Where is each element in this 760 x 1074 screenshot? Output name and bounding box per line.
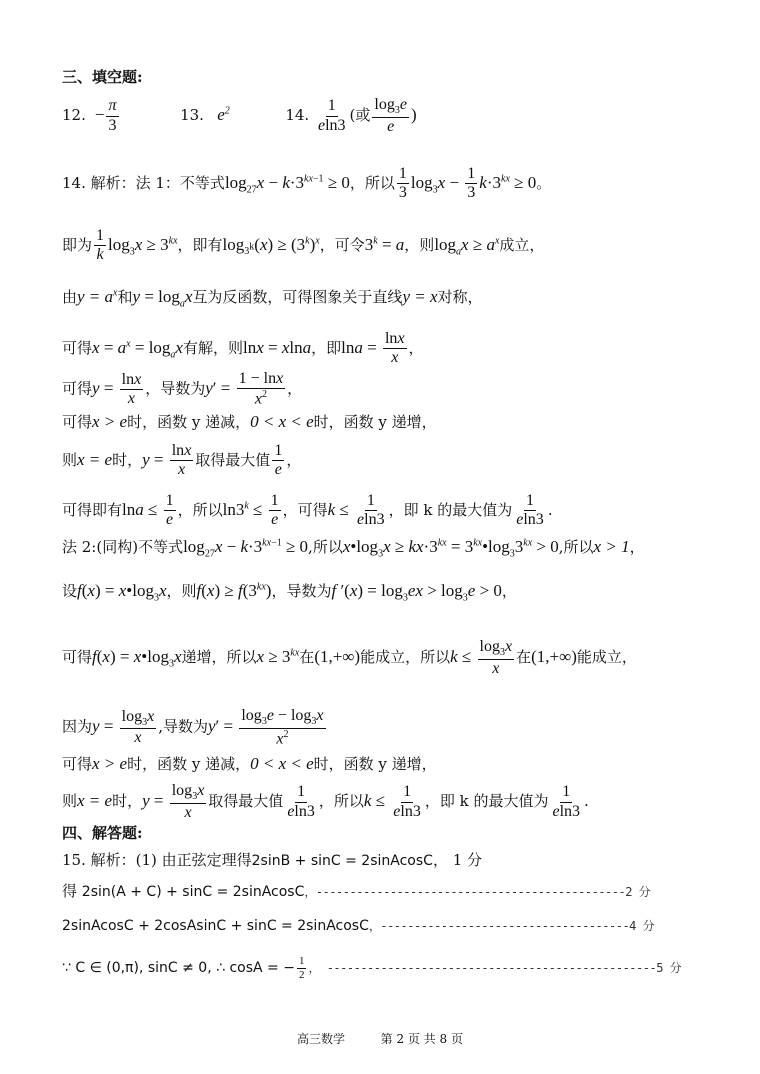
sol14-method2-line3: 可得$f(x) = x•\log_3x$递增，所以$x \ge 3^{kx}$在(1,+∞)能成立，所以k ≤ $\frac{\log_3x}{x}$ 在(1,+∞)能成立， [62, 638, 637, 677]
sol14-line4: 可得$x = a^x = \log_ax$有解，则lnx = xlna，即lna = $\frac{\ln x}{x}$ ， [62, 330, 424, 367]
sol14-method2-line1: 法 2:(同构)不等式$\log_{27}x - k\cdot 3^{kx-1} \ge 0$,所以$x•\log_3x \ge kx\cdot 3^{kx}$ = $3^{kx}•\log_33^{kx} > 0$,所以x > 1， [62, 537, 645, 560]
sol14-line8: 可得即有lna ≤ $\frac{1}{e}$ ，所以$\ln 3^k$ ≤ $\frac{1}{e}$ ，可得k ≤ $\frac{1}{eln3}$ ，即 k 的最大值为 $\frac{1}{eln3}$ . [62, 492, 553, 529]
q15-line3: 2sinAcosC + 2cosAsinC + sinC = 2sinAcosC，-------------------------------------4 分 [62, 918, 655, 934]
q13-answer: $e^2$ [217, 105, 230, 125]
section3-heading: 三、填空题: [62, 68, 143, 86]
sol14-method2-line6: 则x = e时，y = $\frac{\log_3x}{x}$ 取得最大值 $\frac{1}{eln3}$ ，所以k ≤ $\frac{1}{eln3}$ ，即 k 的最大值为 $\frac{1}{eln3}$ . [62, 782, 589, 821]
q15-line1: 15. 解析：(1) 由正弦定理得2sinB + sinC = 2sinAcosC， 1 分 [62, 851, 483, 869]
q15-line2: 得 2sin(A + C) + sinC = 2sinAcosC，----------------------------------------------2 分 [62, 882, 651, 900]
q15-line4: ∵ C ∈ (0,π), sinC ≠ 0, ∴ cosA = − $\frac{1}{2}$ ， -------------------------------------------------5 分 [62, 955, 682, 981]
footer-page: 第 2 页 共 8 页 [380, 1032, 463, 1046]
sol14-line2: 即为 $\frac{1}{k}$ $\log_3x \ge 3^{kx}$，即有$\log_{3^k}(x) \ge (3^k)^x$，可令$3^k = a$，则$\log_ax \ge a^x$成立， [62, 227, 545, 264]
section4-heading: 四、解答题: [62, 824, 143, 842]
answers-row: 12. − $\frac{\pi}{3}$ 13. $e^2$ 14. $\frac{1}{eln3}$ (或 $\frac{\log_3e}{e}$ ) [62, 96, 417, 135]
q14-number: 14. [285, 106, 310, 125]
sol14-line3: 由$y = a^x$和$y = \log_ax$互为反函数，可得图象关于直线y = x对称， [62, 287, 483, 310]
sol14-line7: 则x = e时，y = $\frac{\ln x}{x}$ 取得最大值 $\frac{1}{e}$ ， [62, 442, 302, 479]
sol14-method2-line5: 可得x > e时，函数 y 递减，0 < x < e时，函数 y 递增， [62, 754, 437, 773]
sol14-line1: 14. 解析：法 1：不等式$\log_{27}x - k\cdot 3^{kx-1} \ge 0$，所以 $\frac{1}{3}$ $\log_3x$ − $\frac{1}{3}$ $k\cdot 3^{kx} \ge 0$。 [62, 165, 552, 202]
q14-answer: $\frac{1}{eln3}$ [317, 97, 346, 134]
sol14-method2-line2: 设$f(x) = x•\log_3x$，则$f(x) \ge f(3^{kx})$，导数为f $'(x) = \log_3ex > \log_3e > 0$， [62, 581, 517, 604]
page-footer [0, 1030, 760, 1047]
sol14-method2-line4: 因为y = $\frac{\log_3x}{x}$ ,导数为y′ = $\frac{\log_3e - \log_3x}{x^2}$ [62, 707, 324, 748]
q12-number: 12. [62, 106, 86, 125]
footer-subject: 高三数学 [296, 1032, 345, 1046]
q12-answer: $\frac{\pi}{3}$ [108, 97, 117, 134]
sol14-line5: 可得y = $\frac{\ln x}{x}$ ，导数为y′ = $\frac{1 - \ln x}{x^2}$ ， [62, 370, 303, 408]
q13-number: 13. [180, 106, 204, 125]
sol14-line6: 可得x > e时，函数 y 递减，0 < x < e时，函数 y 递增， [62, 412, 437, 431]
